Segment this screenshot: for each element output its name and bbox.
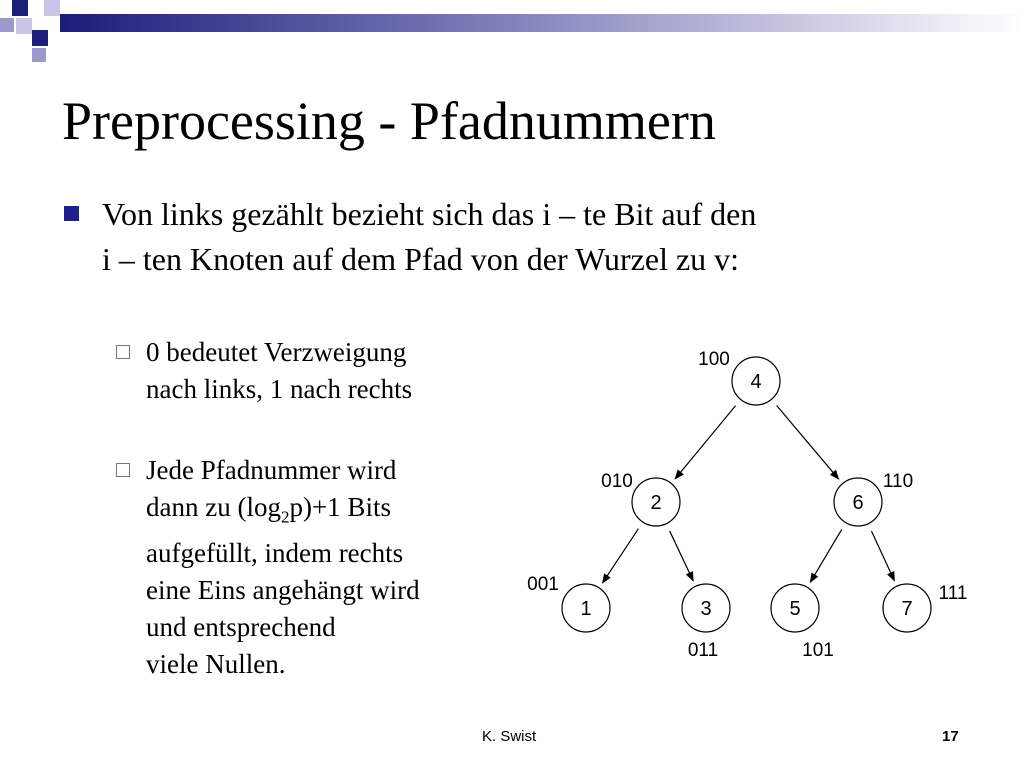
sub-bullet-1-line-1: 0 bedeutet Verzweigung: [146, 337, 407, 367]
footer-author: K. Swist: [482, 728, 537, 745]
tree-edge-2-1: [603, 529, 639, 583]
tree-edge-4-6: [777, 405, 839, 479]
path-number-label-1: 001: [527, 574, 559, 595]
sub-bullet-1-line-2: nach links, 1 nach rechts: [146, 374, 413, 404]
sub-bullet-2-line-3: aufgefüllt, indem rechts: [146, 538, 404, 569]
path-number-label-6: 110: [882, 471, 914, 492]
main-bullet-line-1: Von links gezählt bezieht sich das i – te Bit auf den: [102, 196, 757, 232]
path-number-label-7: 111: [938, 583, 968, 604]
slide-title: Preprocessing - Pfadnummern: [62, 91, 716, 151]
log-base-subscript: 2: [280, 507, 290, 527]
sub-bullet-2-line-2a: dann zu (log: [146, 492, 281, 522]
sub-bullet-2-line-5: und entsprechend: [146, 612, 336, 643]
tree-node-label-7: 7: [901, 598, 913, 620]
path-number-label-3: 011: [687, 640, 719, 661]
sub-bullet-2-line-4: eine Eins angehängt wird: [146, 575, 420, 606]
path-number-label-2: 010: [601, 471, 633, 492]
tree-node-label-1: 1: [580, 598, 592, 620]
path-number-label-4: 100: [698, 349, 730, 370]
sub-bullet-2-line-1: Jede Pfadnummer wird: [146, 455, 397, 485]
path-number-label-5: 101: [802, 640, 834, 661]
tree-edge-2-3: [670, 531, 694, 581]
sub-bullet-2-line-2b: p)+1 Bits: [289, 492, 391, 522]
tree-node-label-5: 5: [789, 598, 801, 620]
tree-node-label-6: 6: [852, 492, 864, 514]
tree-node-label-2: 2: [650, 492, 662, 514]
tree-edge-4-2: [675, 406, 736, 479]
main-bullet-line-2: i – ten Knoten auf dem Pfad von der Wurzel zu v:: [102, 241, 740, 277]
tree-edge-6-5: [810, 530, 841, 583]
tree-node-label-3: 3: [700, 598, 712, 620]
tree-edge-6-7: [871, 531, 894, 581]
tree-node-label-4: 4: [750, 371, 762, 393]
sub-bullet-2-line-6: viele Nullen.: [146, 649, 286, 680]
page-number: 17: [942, 728, 959, 745]
